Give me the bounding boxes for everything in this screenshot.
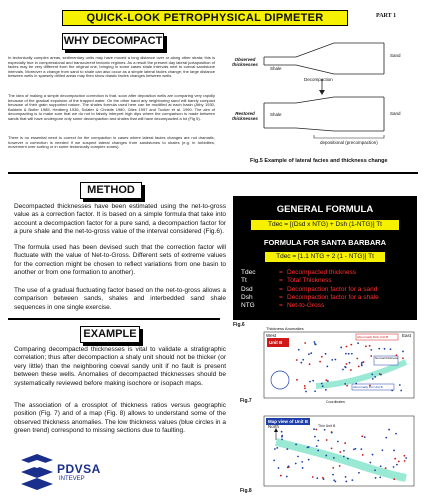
fig7-point	[369, 345, 371, 347]
fig7-point	[325, 379, 327, 381]
fig8-point	[281, 438, 283, 440]
fig7-point	[340, 347, 342, 349]
fig8-point	[286, 448, 288, 450]
fig7-point	[322, 385, 324, 387]
fig7-point	[402, 357, 404, 359]
shale-top-label: Shale	[270, 66, 282, 71]
fig7-point	[327, 380, 329, 382]
fig8-point	[315, 429, 317, 431]
method-paragraph-3: The use of a gradual fluctuating factor based on the net-to-gross allows a comparison between sands, shales and interbedded sand shale sequences in one single exercise.	[14, 287, 226, 311]
fig8-point	[355, 448, 357, 450]
fig8-point	[369, 462, 371, 464]
fig8-point	[380, 465, 382, 467]
logo-sub: INTEVEP	[59, 476, 85, 482]
restored-thickness-label: Restored thicknesses	[232, 111, 258, 121]
fig8-point	[313, 428, 315, 430]
fig7-point	[390, 348, 392, 350]
fig8-point	[345, 481, 347, 483]
fig7-point	[348, 353, 350, 355]
fig8-point	[312, 476, 314, 478]
fig8-point	[297, 456, 299, 458]
fig8-point	[302, 467, 304, 469]
fig7-point	[358, 365, 360, 367]
fig8-point	[301, 461, 303, 463]
fig6-label: Fig.6	[233, 322, 245, 328]
fig8-point	[278, 467, 280, 469]
observed-thickness-label: Observed thicknesses	[232, 57, 258, 67]
fig7-point	[309, 381, 311, 383]
logo-name: PDVSA	[57, 462, 101, 476]
fig7-point	[321, 383, 323, 385]
fig7-svg	[256, 326, 420, 408]
fig8-point	[316, 445, 318, 447]
fig7-unit: Unit B	[269, 340, 283, 345]
fig7-point	[342, 369, 344, 371]
fig8-point	[331, 447, 333, 449]
fig8-point	[317, 450, 319, 452]
fig8-point	[404, 460, 406, 462]
example-paragraph-1: Comparing decompacted thicknesses is vital to validate a stratigraphic correlation; thus after decompaction a shaly unit should not be thicker (or very little) than the neighboring coeval sandy unit if no fault is present between these wells. Anomalies of decompacted thicknesses should be systematically reviewed before making isochore or isopach maps.	[14, 346, 226, 387]
fig7-label: Fig.7	[240, 398, 252, 404]
formula-panel	[233, 196, 417, 320]
fig8-svg	[256, 412, 420, 494]
fig8-point	[316, 477, 318, 479]
fig8-point	[405, 457, 407, 459]
lateral-facies-diagram	[224, 35, 420, 153]
fig7-point	[321, 356, 323, 358]
legend-row: Tt = Total Thickness	[241, 277, 332, 285]
santa-barbara-heading: FORMULA FOR SANTA BARBARA	[263, 238, 387, 247]
fig7-point	[326, 366, 328, 368]
fig7-west: West	[266, 333, 277, 338]
fig7-point	[344, 383, 346, 385]
fig8-point	[396, 464, 398, 466]
part-label: PART 1	[376, 13, 397, 19]
fig7-point	[346, 363, 348, 365]
fig8-point	[334, 481, 336, 483]
fig8-point	[325, 455, 327, 457]
fig8-point	[308, 446, 310, 448]
fig7-point	[356, 358, 358, 360]
fig8-point	[322, 477, 324, 479]
fig7-point	[357, 342, 359, 344]
fig8-title: Map view of Unit B	[268, 419, 309, 424]
fig7-point	[370, 349, 372, 351]
method-paragraph-2: The formula used has been devised such that the correction factor will fluctuate with the value of Net-to-Gross. Different sets of extreme values for the correction might be chosen to reflect variations from one basin to another or from one formation to another).	[14, 244, 226, 277]
fig7-point	[400, 390, 402, 392]
fig8-point	[288, 465, 290, 467]
fig7-point	[365, 345, 367, 347]
fig8-point	[339, 465, 341, 467]
fig7-point	[325, 389, 327, 391]
fig7-point	[296, 359, 298, 361]
fig7-point	[391, 390, 393, 392]
fig8-note: Thin Unit B	[318, 424, 336, 428]
fig7-point	[304, 385, 306, 387]
fig8-point	[374, 469, 376, 471]
fig8-point	[344, 442, 346, 444]
fig7-point	[345, 353, 347, 355]
fig7-point	[304, 387, 306, 389]
fig7-point	[305, 391, 307, 393]
fig5-caption: Fig.5 Example of lateral facies and thickness change	[250, 158, 388, 164]
fig7-point	[300, 362, 302, 364]
fig8-point	[333, 457, 335, 459]
shale-bottom-label: Shale	[270, 112, 282, 117]
method-heading: METHOD	[80, 182, 142, 199]
fig7-point	[350, 369, 352, 371]
fig7-point	[363, 361, 365, 363]
fig7-point	[298, 349, 300, 351]
fig7-note-normal: Normal thickness	[375, 356, 399, 360]
fig7-point	[314, 341, 316, 343]
fig7-point	[384, 348, 386, 350]
fig8-point	[362, 454, 364, 456]
fig7-point	[378, 348, 380, 350]
fig8-point	[314, 436, 316, 438]
fig7-point	[402, 351, 404, 353]
fig7-point	[399, 384, 401, 386]
fig8-point	[360, 448, 362, 450]
legend-row: Tdec = Decompacted thickness	[241, 269, 357, 276]
fig7-point	[319, 361, 321, 363]
fig8-point	[393, 478, 395, 480]
fig8-point	[286, 476, 288, 478]
fig8-point	[281, 431, 283, 433]
fig8-point	[326, 439, 328, 441]
fig7-point	[309, 363, 311, 365]
fig8-point	[353, 448, 355, 450]
why-paragraph-2: The idea of making a simple decompaction correction is that, soon after deposition wells are comparing very rapidly because of the gradual expulsion of the trapped water. On the other hand any neighboring sand will barely compact because of their grain supported nature. The shales formula used here can be modified at each basin (Athy 1930, Baldwin & Butler 1985, Hedberg 1936, Sclater & Christie 1980, Giles 1997 and Tucker et al. 1990. The aim of decompacting is to make sure that we do not to falsely interpret high dips where the comparison is made between sands that will have undergone only some decompaction and shales that will have decompacted a lot (Fig 5).	[8, 93, 215, 121]
fig8-point	[361, 435, 363, 437]
pdvsa-logo	[15, 450, 135, 494]
fig8-point	[324, 429, 326, 431]
fig7-point	[344, 366, 346, 368]
fig8-point	[393, 450, 395, 452]
fig7-xlabel: Coordinates	[326, 400, 345, 404]
fig8-point	[345, 476, 347, 478]
fig7-point	[351, 353, 353, 355]
fig8-point	[403, 455, 405, 457]
fig7-point	[312, 380, 314, 382]
fig8-point	[379, 476, 381, 478]
fig7-point	[331, 359, 333, 361]
fig7-point	[349, 362, 351, 364]
fig7-point	[372, 378, 374, 380]
fig7-thickness-chart	[256, 326, 420, 408]
fig8-point	[343, 450, 345, 452]
fig7-point	[379, 373, 381, 375]
fig8-point	[343, 456, 345, 458]
formula-legend	[241, 269, 411, 310]
fig8-point	[351, 479, 353, 481]
fig8-point	[385, 467, 387, 469]
fig8-point	[395, 433, 397, 435]
fig8-point	[295, 444, 297, 446]
fig8-map-chart	[256, 412, 420, 494]
fig8-label: Fig.8	[240, 488, 252, 494]
fig8-point	[375, 477, 377, 479]
fig8-point	[364, 436, 366, 438]
example-paragraph-2: The association of a crossplot of thickness ratios versus geographic position (Fig. 7) and of a map (Fig. 8) allows to understand some of the observed thickness anomalies. The low thickness values (blue circles in a green trend) correspond to missing sections due to faulting.	[14, 402, 226, 435]
section-divider-2	[8, 318, 220, 320]
fig7-note-thick: Abnormally thick Unit B	[357, 335, 389, 339]
fig8-point	[358, 472, 360, 474]
sand-top-label: Sand	[390, 53, 401, 58]
page-title: QUICK-LOOK PETROPHYSICAL DIPMETER	[62, 10, 348, 26]
legend-row: Dsh = Decompaction factor for a shale	[241, 293, 379, 301]
general-formula-heading: GENERAL FORMULA	[276, 204, 374, 215]
fig7-point	[302, 359, 304, 361]
fig8-point	[276, 447, 278, 449]
fig8-point	[388, 429, 390, 431]
fig7-east: East	[402, 333, 412, 338]
method-paragraph-1: Decompacted thicknesses have been estimated using the net-to-gross value as a correction factor. It is based on a simple formula that take into account a decompaction factor for a pure sand, a decompaction factor for a pure shale and the net-to-gross value of the interval considered (Fig.6).	[14, 203, 226, 236]
fig8-point	[295, 463, 297, 465]
fig7-point	[361, 362, 363, 364]
general-formula-equation: Tdec = [(Dsd x NTG) + Dsh (1-NTG)] Tt	[251, 220, 399, 230]
fig8-north: North	[268, 424, 280, 429]
fig8-point	[398, 461, 400, 463]
fig7-point	[361, 365, 363, 367]
fig8-point	[317, 440, 319, 442]
fig8-point	[331, 432, 333, 434]
decompaction-label: Decompaction	[304, 77, 333, 82]
fig8-point	[385, 437, 387, 439]
fig7-point	[310, 352, 312, 354]
depositional-label: depositional (precompaction)	[320, 140, 378, 145]
fig7-point	[346, 346, 348, 348]
fig7-point	[370, 355, 372, 357]
why-paragraph-1: In tectonically complex areas, sedimentary units may have moved a long distance over or along other strata; this is especially true in compressional and transcurrent tectonic regimes. As a result the present day lateral juxtaposition of facies may be very different from the original one, bringing in some cases shale intervals next to coeval sandstone intervals. Moreover a change from sand to shale can also occur as a simple lateral facies change; the large distance between wells in sparsely drilled areas may then show drastic facies changes between wells.	[8, 55, 215, 79]
fig8-point	[381, 449, 383, 451]
fig7-point	[374, 376, 376, 378]
fig8-point	[274, 448, 276, 450]
fig7-title: Thickness Anomalies	[266, 326, 304, 331]
example-heading: EXAMPLE	[80, 326, 140, 343]
fig8-point	[332, 467, 334, 469]
fig8-point	[393, 466, 395, 468]
fig8-point	[273, 460, 275, 462]
fig8-point	[280, 475, 282, 477]
fig8-point	[372, 454, 374, 456]
fig8-point	[394, 458, 396, 460]
fig8-point	[339, 451, 341, 453]
fig8-point	[281, 435, 283, 437]
fig7-note-thin: Abnormally thin Unit B	[353, 385, 383, 389]
santa-barbara-equation: Tdec = [1.1 NTG + 2 (1 - NTG)] Tt	[265, 252, 385, 262]
sand-bottom-label: Sand	[390, 111, 401, 116]
fig8-point	[332, 474, 334, 476]
fig7-point	[304, 342, 306, 344]
fig7-point	[325, 353, 327, 355]
why-decompact-heading: WHY DECOMPACT	[62, 33, 164, 50]
fig7-point	[371, 373, 373, 375]
fig8-point	[337, 441, 339, 443]
fig7-point	[334, 359, 336, 361]
why-paragraph-3: There is no essential need to correct for the compaction in cases where lateral facies changes are not dramatic, however a correction is needed if we suspect lateral changes from sandstones to shales (e.g. in turbidites, movement over sorting or in some tectonically complex zones).	[8, 135, 215, 150]
legend-row: Dsd = Decompaction factor for a sand	[241, 285, 378, 293]
legend-row: NTG = Net-to-Gross	[241, 302, 325, 310]
fig7-point	[308, 353, 310, 355]
fig8-point	[347, 458, 349, 460]
fig7-point	[346, 385, 348, 387]
fig7-point	[350, 344, 352, 346]
section-divider-1	[8, 172, 418, 174]
fig7-point	[314, 390, 316, 392]
fig8-point	[308, 459, 310, 461]
fig7-point	[296, 379, 298, 381]
fig7-point	[314, 343, 316, 345]
